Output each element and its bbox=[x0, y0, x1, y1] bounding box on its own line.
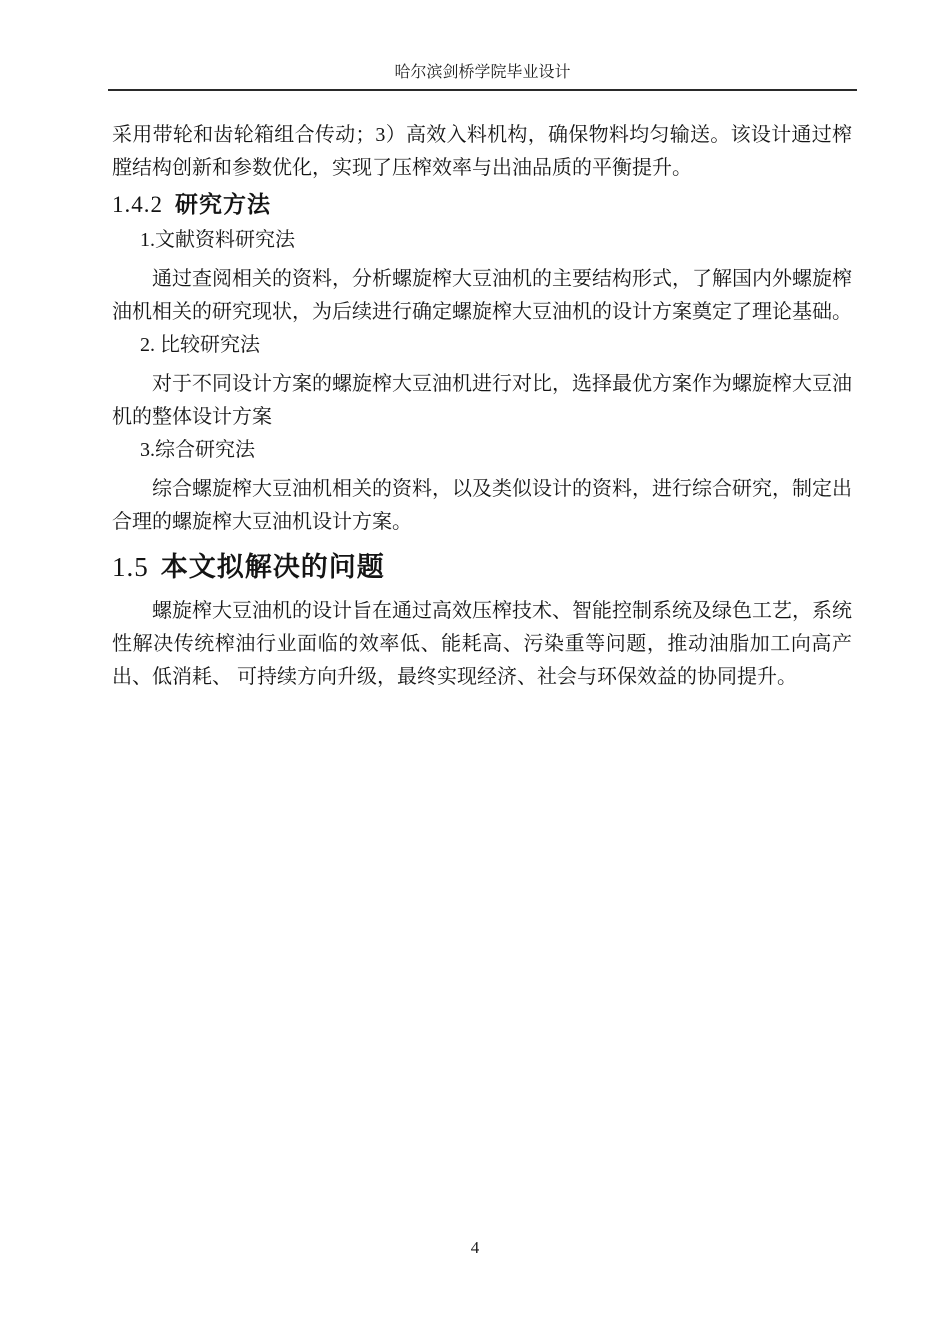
method1-paragraph: 通过查阅相关的资料，分析螺旋榨大豆油机的主要结构形式，了解国内外螺旋榨油机相关的研究现状，为后续进行确定螺旋榨大豆油机的设计方案奠定了理论基础。 bbox=[112, 268, 852, 323]
section-heading-142-number: 1.4.2 bbox=[112, 192, 163, 217]
method2-paragraph: 对于不同设计方案的螺旋榨大豆油机进行对比，选择最优方案作为螺旋榨大豆油机的整体设计方案 bbox=[112, 373, 852, 428]
method3-label: 3.综合研究法 bbox=[140, 439, 255, 461]
section-heading-142-title: 研究方法 bbox=[175, 191, 271, 217]
method3-paragraph: 综合螺旋榨大豆油机相关的资料，以及类似设计的资料，进行综合研究，制定出合理的螺旋榨大豆油机设计方案。 bbox=[112, 478, 852, 533]
intro-paragraph: 采用带轮和齿轮箱组合传动；3）高效入料机构，确保物料均匀输送。该设计通过榨膛结构创新和参数优化，实现了压榨效率与出油品质的平衡提升。 bbox=[112, 124, 852, 179]
page-body bbox=[112, 119, 852, 694]
section-heading-142 bbox=[112, 185, 852, 224]
page-number: 4 bbox=[470, 1238, 480, 1257]
page-header-title: 哈尔滨剑桥学院毕业设计 bbox=[394, 64, 571, 81]
page-header bbox=[108, 64, 857, 91]
method2-label: 2. 比较研究法 bbox=[140, 334, 260, 356]
method1-label: 1.文献资料研究法 bbox=[140, 229, 295, 251]
page-footer bbox=[0, 1239, 950, 1257]
section-heading-15 bbox=[112, 545, 852, 589]
section-heading-15-number: 1.5 bbox=[112, 552, 149, 582]
problem-paragraph: 螺旋榨大豆油机的设计旨在通过高效压榨技术、智能控制系统及绿色工艺，系统性解决传统榨油行业面临的效率低、能耗高、污染重等问题，推动油脂加工向高产出、低消耗、 可持续方向升级，最终实现经济、社会与环保效益的协同提升。 bbox=[112, 600, 852, 688]
section-heading-15-title: 本文拟解决的问题 bbox=[160, 552, 385, 582]
